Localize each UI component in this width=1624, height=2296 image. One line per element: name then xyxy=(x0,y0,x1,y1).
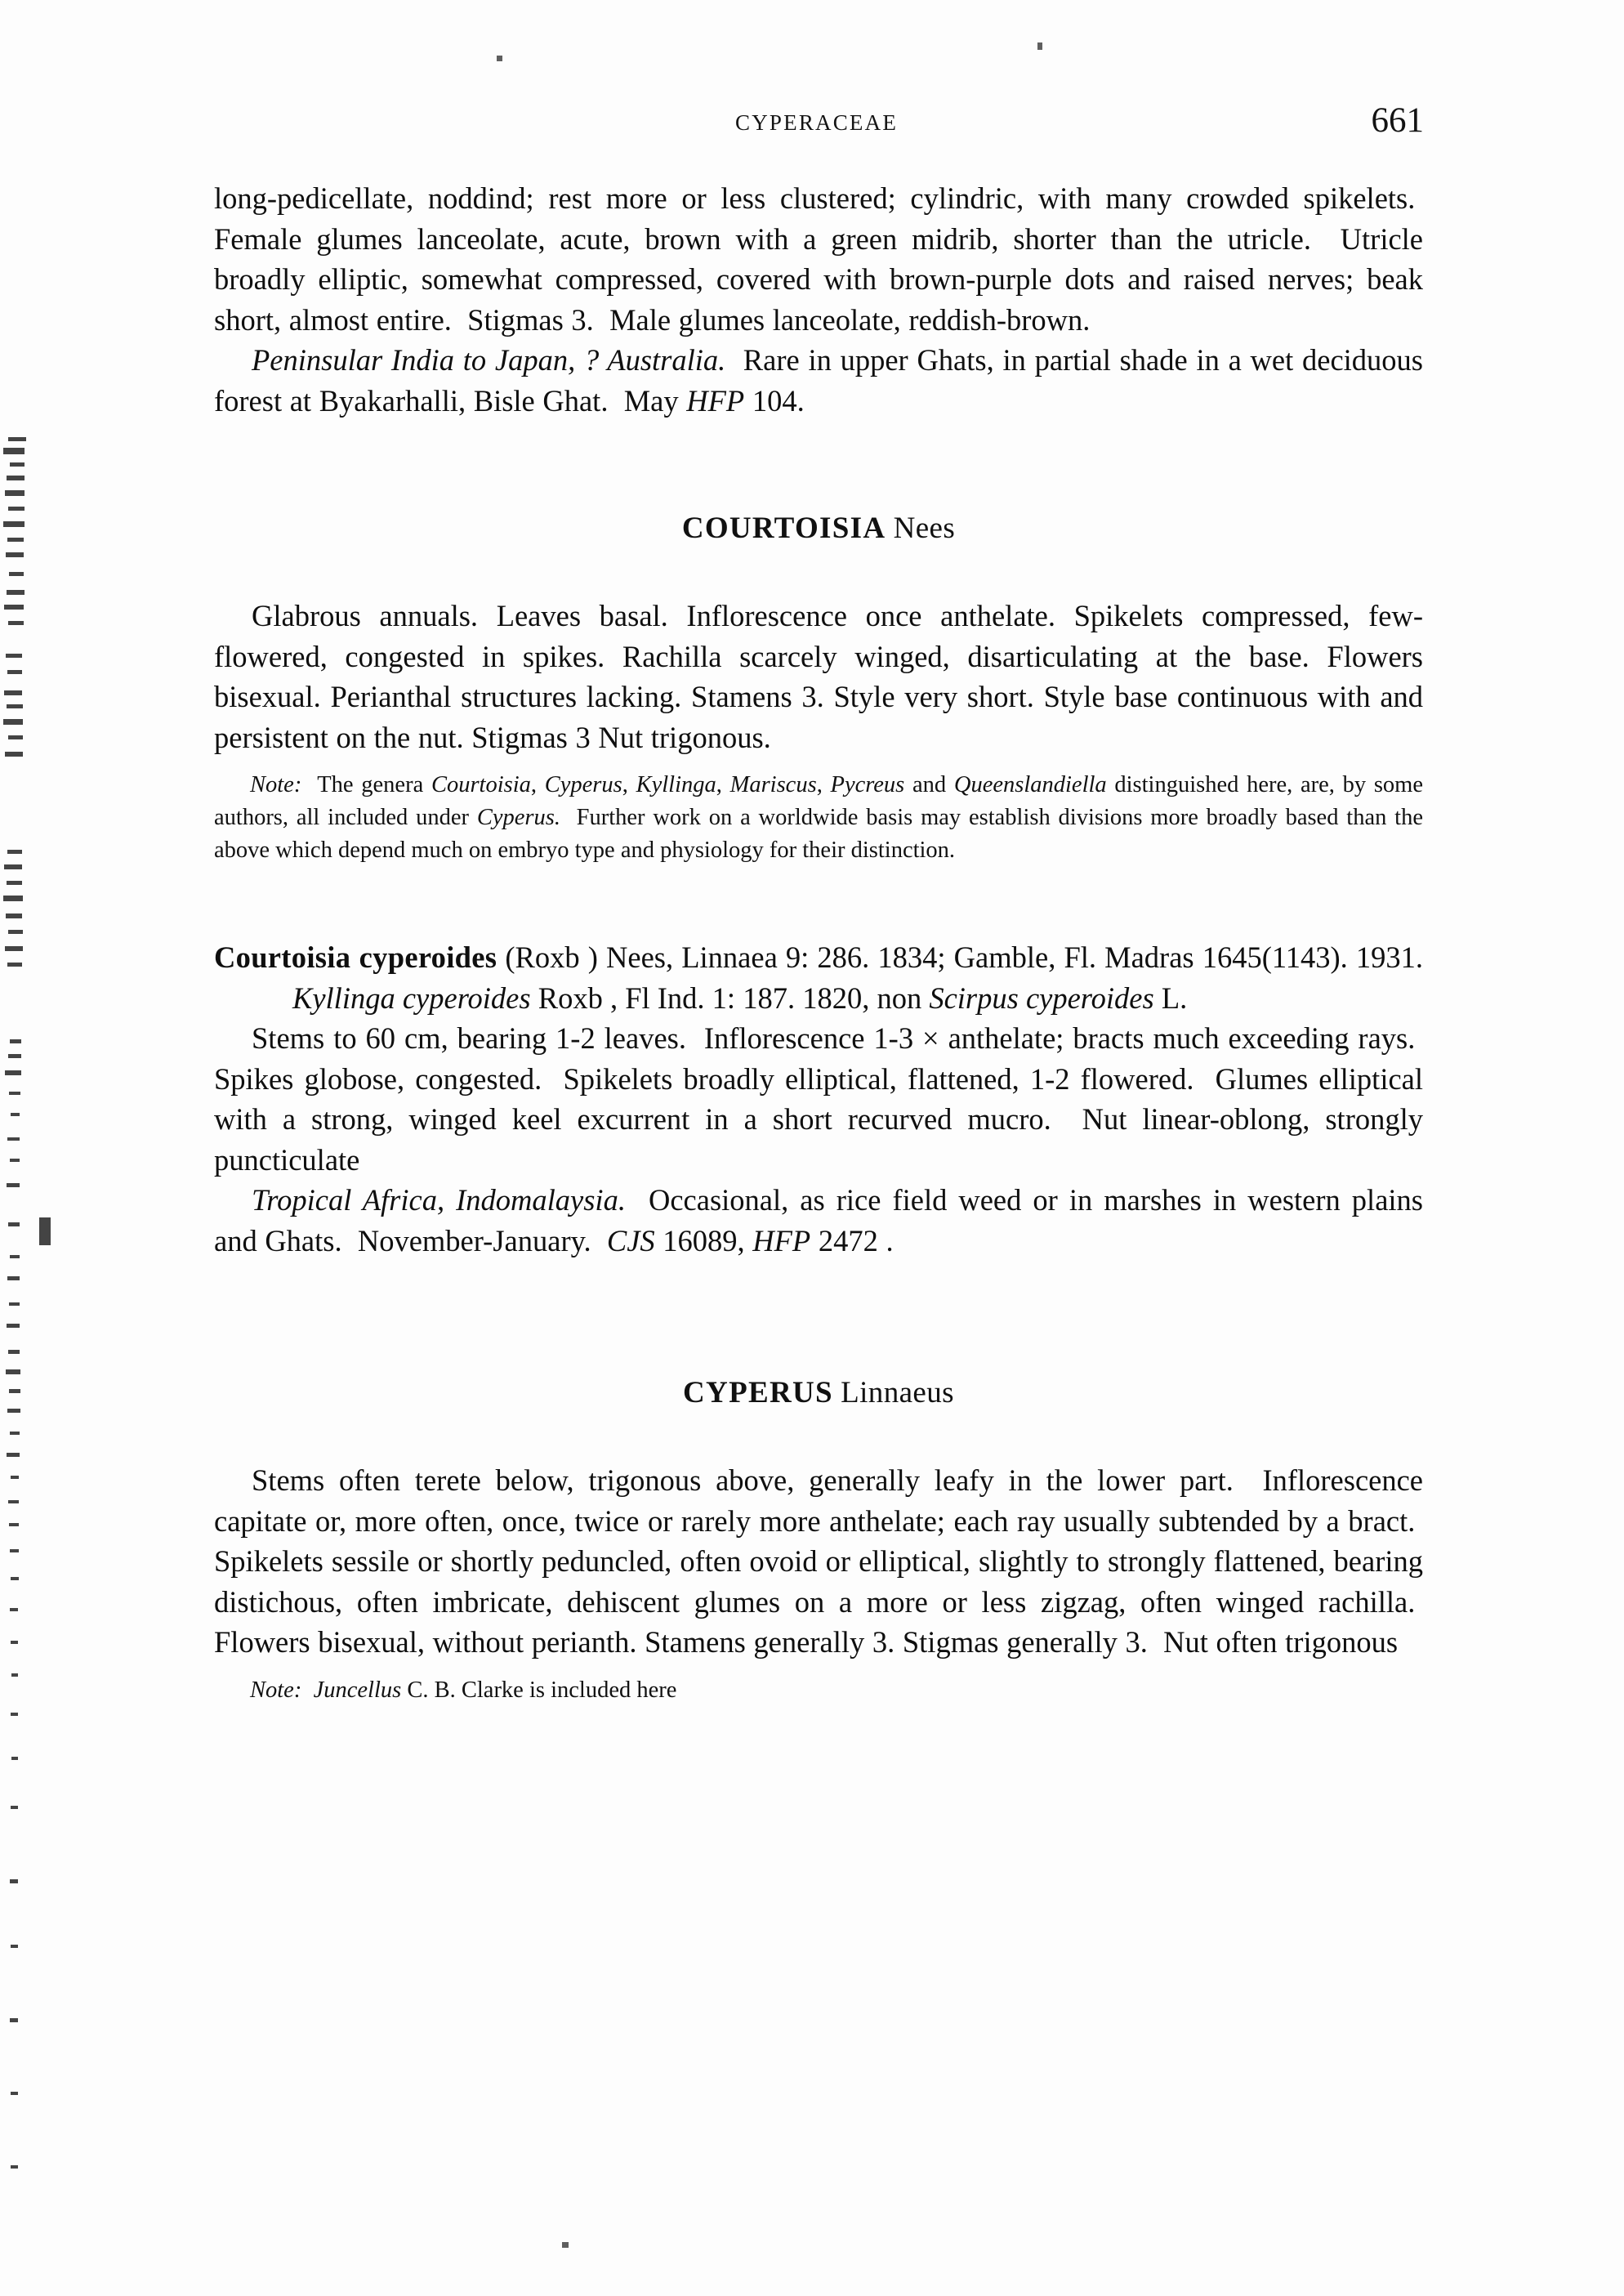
note-text-2: distinguished here, are, by some authors, all included under xyxy=(214,772,1423,830)
cydesc-6: Stigmas generally 3. xyxy=(902,1625,1148,1659)
note-genus-cyperus: Cyperus xyxy=(544,772,622,797)
sdesc-4: Spikelets broadly elliptical, flattened, 1-2 flowered. xyxy=(563,1061,1194,1096)
species-distribution-range: Tropical Africa, Indomalaysia. xyxy=(252,1183,626,1217)
note-text-1: The genera xyxy=(317,772,424,797)
note-genus-mariscus: Mariscus xyxy=(729,772,817,797)
genus-heading-cyperus xyxy=(214,1374,1423,1413)
cdesc-2: Leaves basal. xyxy=(496,599,668,632)
sdesc-5: Glumes elliptical with a strong, winged keel excurrent in a short recurved mucro. xyxy=(214,1061,1423,1136)
genus-courtoisia-description xyxy=(214,596,1423,757)
cydesc-4: Flowers bisexual, without perianth. xyxy=(214,1625,637,1659)
cyperus-note-genus: Juncellus xyxy=(313,1677,402,1703)
cdesc-1: Glabrous annuals. xyxy=(252,599,479,632)
sdesc-6: Nut linear-oblong, strongly puncticulate xyxy=(214,1102,1423,1177)
desc-part-3: Utricle broadly elliptic, somewhat compressed, covered with brown-purple dots and raised nerves; beak short, almost entire. xyxy=(214,221,1424,337)
cdesc-8: Stamens 3. xyxy=(691,680,824,713)
distribution-notes: Rare in upper Ghats, in partial shade in a wet deciduous forest at Byakarhalli, Bisle Ghat. xyxy=(214,343,1423,418)
desc-part-2: Female glumes lanceolate, acute, brown with a green midrib, shorter than the utricle. xyxy=(214,221,1311,256)
cdesc-9: Style very short. xyxy=(833,680,1034,713)
cyperus-note xyxy=(214,1674,1423,1707)
synonym-2-author: L. xyxy=(1161,980,1188,1015)
cydesc-5: Stamens generally 3. xyxy=(645,1625,895,1659)
species-distribution-notes: Occasional, as rice field weed or in marshes in western plains and Ghats. xyxy=(214,1183,1423,1257)
synonym-1-author: Roxb , Fl Ind. xyxy=(538,980,705,1015)
running-head xyxy=(212,101,1424,151)
cydesc-7: Nut often trigonous xyxy=(1163,1625,1399,1659)
continued-species-distribution xyxy=(214,340,1423,421)
species-collector-2-number: 2472 . xyxy=(818,1223,894,1257)
species-name: Courtoisia cyperoides xyxy=(214,940,497,974)
genus-cyperus-description xyxy=(214,1460,1423,1663)
cydesc-1: Stems often terete below, trigonous above, generally leafy in the lower part. xyxy=(252,1463,1234,1497)
flowering-month: May xyxy=(623,383,679,418)
cdesc-6: Flowers bisexual. xyxy=(214,639,1423,713)
species-collector-1: CJS xyxy=(606,1223,655,1257)
note-genus-courtoisia: Courtoisia xyxy=(431,772,531,797)
species-citation-2: Fl. Madras 1645(1143). 1931. xyxy=(1064,940,1424,974)
courtoisia-note: Note: The genera Courtoisia, Cyperus, Kyllinga, Mariscus, Pycreus and Queenslandiella distinguished here, are, by some authors, all included under Cyperus. Further work on a worldwide basis may establish divisions more broadly based than the above which depend much on embryo type and physiology for their distinction. xyxy=(214,772,1423,863)
page-number: 661 xyxy=(1371,101,1424,140)
collector-number: 104. xyxy=(752,383,805,418)
genus-author-cyperus: Linnaeus xyxy=(841,1376,954,1409)
running-head-title: CYPERACEAE xyxy=(735,110,899,135)
note-genus-queenslandiella: Queenslandiella xyxy=(953,772,1107,797)
scan-speck-bottom xyxy=(562,2242,569,2248)
species-citation-1: Linnaea 9: 286. 1834; Gamble, xyxy=(681,940,1056,974)
species-flowering-period: November-January. xyxy=(357,1223,591,1257)
collector-code: HFP xyxy=(686,383,745,418)
sdesc-2: Inflorescence 1-3 × anthelate; bracts much exceeding rays. xyxy=(703,1021,1416,1055)
cdesc-11: Stigmas 3 xyxy=(471,720,591,754)
species-distribution xyxy=(214,1180,1423,1261)
synonym-1-citation: 1: 187. 1820, non xyxy=(712,980,922,1015)
species-collector-1-number: 16089, xyxy=(663,1223,745,1257)
note-conjunction: and xyxy=(912,772,947,797)
cdesc-10: Style base continuous with and persistent on the nut. xyxy=(214,680,1424,754)
desc-part-5: Male glumes lanceolate, reddish-brown. xyxy=(609,302,1091,337)
desc-part-4: Stigmas 3. xyxy=(467,302,594,337)
cydesc-2: Inflorescence capitate or, more often, once, twice or rarely more anthelate; each ray usually subtended by a bract. xyxy=(214,1463,1423,1538)
cydesc-3: Spikelets sessile or shortly peduncled, often ovoid or elliptical, slightly to strongly flattened, bearing distichous, often imbricate, dehiscent glumes on a more or less zigzag, often winged rachilla. xyxy=(214,1544,1423,1619)
note-genus-under: Cyperus. xyxy=(476,805,560,830)
cyperus-note-text: C. B. Clarke is included here xyxy=(407,1677,677,1703)
species-collector-2: HFP xyxy=(752,1223,811,1257)
note-genus-kyllinga: Kyllinga xyxy=(636,772,716,797)
cdesc-12: Nut trigonous. xyxy=(598,720,771,754)
species-authority: (Roxb ) Nees, xyxy=(505,940,674,974)
note-genus-pycreus: Pycreus xyxy=(830,772,905,797)
cdesc-7: Perianthal structures lacking. xyxy=(330,680,682,713)
text-column xyxy=(214,178,1423,1707)
synonym-kyllinga-cyperoides: Kyllinga cyperoides xyxy=(292,980,531,1015)
sdesc-1: Stems to 60 cm, bearing 1-2 leaves. xyxy=(252,1021,686,1055)
sdesc-3: Spikes globose, congested. xyxy=(214,1061,542,1096)
genus-name: COURTOISIA xyxy=(681,511,886,545)
continued-species-description xyxy=(214,178,1423,340)
cdesc-3: Inflorescence once anthelate. xyxy=(686,599,1055,632)
distribution-range: Peninsular India to Japan, ? Australia. xyxy=(252,343,726,377)
scan-speck-top-right xyxy=(1037,42,1042,50)
species-heading-courtoisia-cyperoides xyxy=(214,937,1423,1018)
cdesc-4: Spikelets compressed, few-flowered, congested in spikes. xyxy=(214,599,1423,673)
note-text-3: Further work on a worldwide basis may establish divisions more broadly based than the above which depend much on embryo type and physiology for their distinction. xyxy=(214,805,1423,863)
scan-speck-top xyxy=(497,56,502,61)
scan-edge-artifacts xyxy=(0,0,38,2296)
species-description xyxy=(214,1018,1423,1180)
genus-heading-courtoisia xyxy=(214,509,1423,548)
synonym-scirpus-cyperoides: Scirpus cyperoides xyxy=(929,980,1154,1015)
genus-name-cyperus: CYPERUS xyxy=(683,1376,833,1409)
desc-part-1: long-pedicellate, noddind; rest more or less clustered; cylindric, with many crowded spikelets. xyxy=(214,181,1416,215)
cyperus-note-label: Note: xyxy=(250,1677,302,1703)
genus-author: Nees xyxy=(893,511,956,545)
cdesc-5: Rachilla scarcely winged, disarticulating at the base. xyxy=(622,639,1309,673)
note-label: Note: xyxy=(250,772,302,797)
